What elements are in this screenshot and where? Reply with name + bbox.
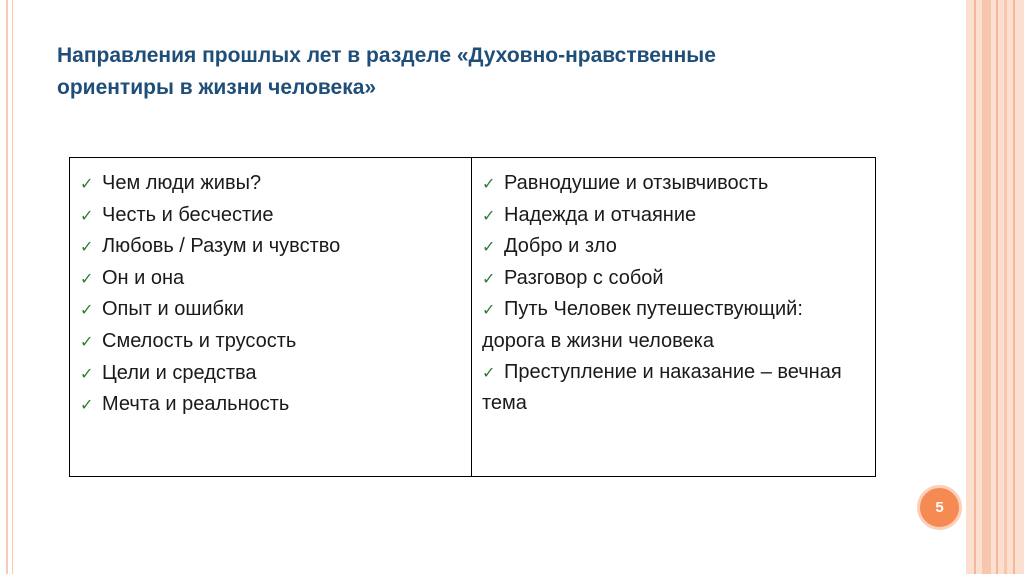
right-decor-line (1004, 0, 1007, 574)
slide-title: Направления прошлых лет в разделе «Духовно-нравственные ориентиры в жизни человека» (57, 44, 716, 99)
checkmark-icon: ✓ (80, 395, 94, 415)
checkmark-icon: ✓ (482, 174, 496, 193)
right-decor-line (974, 0, 976, 574)
right-column (472, 158, 875, 476)
right-decor-line (1013, 0, 1015, 574)
right-decor-line (996, 0, 998, 574)
checkmark-icon: ✓ (482, 300, 496, 320)
checkmark-icon: ✓ (80, 300, 94, 320)
checkmark-icon: ✓ (482, 362, 496, 382)
page-number-badge: 5 (917, 485, 962, 530)
list-item: ✓ Мечта и реальность (80, 389, 463, 421)
left-decor-stripe (6, 0, 8, 574)
checkmark-icon: ✓ (80, 237, 94, 257)
list-item: ✓ Добро и зло (482, 231, 867, 263)
list-item: ✓ Он и она (80, 263, 463, 295)
left-column (70, 158, 472, 476)
list-item: ✓ Любовь / Разум и чувство (80, 231, 463, 263)
list-item: ✓ Преступление и наказание – вечная тема (482, 357, 867, 419)
list-item: ✓ Честь и бесчестие (80, 200, 463, 232)
list-item: ✓ Разговор с собой (482, 263, 867, 295)
list-item: ✓ Путь Человек путешествующий: дорога в жизни человека (482, 294, 867, 356)
list-item: ✓ Надежда и отчаяние (482, 200, 867, 232)
list-item: ✓ Равнодушие и отзывчивость (482, 168, 867, 200)
checkmark-icon: ✓ (80, 363, 94, 383)
topics-table (69, 157, 876, 477)
checkmark-icon: ✓ (80, 268, 94, 288)
right-decor-line (982, 0, 991, 574)
list-item: ✓ Опыт и ошибки (80, 294, 463, 326)
checkmark-icon: ✓ (482, 268, 496, 288)
list-item: ✓ Смелость и трусость (80, 326, 463, 358)
checkmark-icon: ✓ (80, 174, 94, 193)
checkmark-icon: ✓ (482, 205, 496, 225)
checkmark-icon: ✓ (80, 205, 94, 225)
list-item: ✓ Чем люди живы? (80, 168, 463, 200)
checkmark-icon: ✓ (482, 237, 496, 257)
checkmark-icon: ✓ (80, 331, 94, 351)
list-item: ✓ Цели и средства (80, 358, 463, 390)
left-decor-stripe-thin (12, 0, 13, 574)
